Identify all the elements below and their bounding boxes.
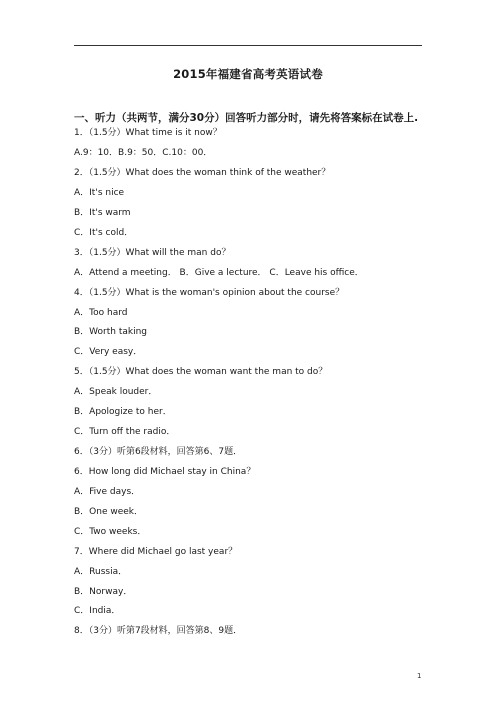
page-title: 2015年福建省高考英语试卷: [173, 67, 323, 81]
option-line: B．Norway．: [74, 587, 133, 597]
option-line: A.9：10．B.9：50．C.10：00．: [74, 148, 213, 158]
question-line: 7．Where did Michael go last year？: [74, 547, 238, 557]
question-line: 3．（1.5分）What will the man do？: [74, 248, 231, 258]
section-heading: 一、听力（共两节，满分30分）回答听力部分时，请先将答案标在试卷上.: [74, 112, 419, 124]
option-line: A．Too hard: [74, 308, 128, 318]
option-line: B．It's warm: [74, 208, 131, 218]
page-number: 1: [417, 672, 422, 680]
question-line: 4．（1.5分）What is the woman's opinion about the course？: [74, 288, 345, 298]
option-line: B．Apologize to her．: [74, 407, 172, 417]
option-line: A．Russia．: [74, 567, 128, 577]
option-line: C．It's cold．: [74, 228, 134, 238]
option-line: C．Two weeks．: [74, 527, 147, 537]
option-line: A．Attend a meeting． B．Give a lecture． C．Leave his office．: [74, 268, 364, 278]
instruction-line: 8．（3分）听第7段材料，回答第8、9题．: [74, 626, 243, 636]
question-line: 5．（1.5分）What does the woman want the man to do？: [74, 367, 328, 377]
option-line: A．It's nice: [74, 188, 125, 198]
option-line: B．One week．: [74, 507, 144, 517]
option-line: C．Turn off the radio．: [74, 427, 176, 437]
question-line: 2．（1.5分）What does the woman think of the weather？: [74, 168, 331, 178]
option-line: A．Five days．: [74, 487, 141, 497]
option-line: C．India．: [74, 606, 121, 616]
question-line: 1．（1.5分）What time is it now？: [74, 128, 222, 138]
option-line: A．Speak louder．: [74, 387, 158, 397]
instruction-line: 6．（3分）听第6段材料，回答第6、7题．: [74, 447, 243, 457]
option-line: C．Very easy．: [74, 347, 143, 357]
header-rule: [74, 45, 422, 46]
option-line: B．Worth taking: [74, 327, 148, 337]
question-line: 6．How long did Michael stay in China？: [74, 467, 256, 477]
